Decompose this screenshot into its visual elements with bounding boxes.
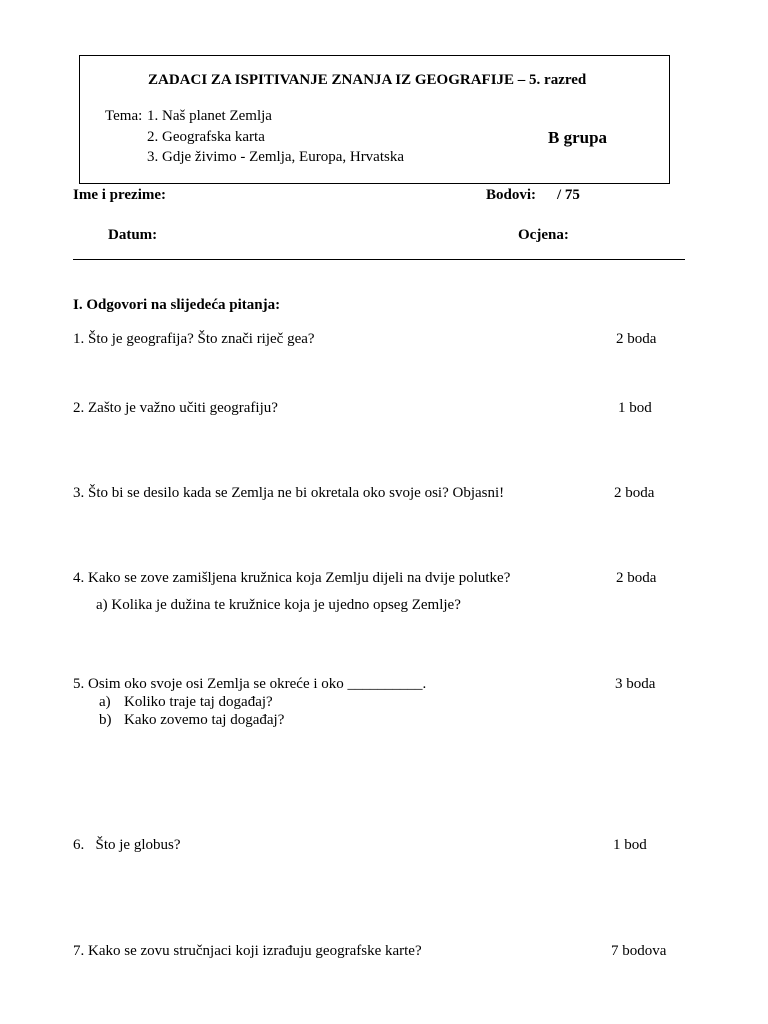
date-label: Datum: <box>108 227 158 243</box>
question-5-points: 3 boda <box>615 676 656 692</box>
question-5b-marker: b) <box>99 712 112 728</box>
section-title: I. Odgovori na slijedeća pitanja: <box>73 297 281 313</box>
worksheet-title: ZADACI ZA ISPITIVANJE ZNANJA IZ GEOGRAFIJE – 5. razred <box>148 72 587 88</box>
question-1-points: 2 boda <box>616 331 657 347</box>
divider-line <box>73 259 685 260</box>
points-label: Bodovi: <box>486 187 537 203</box>
question-2: 2. Zašto je važno učiti geografiju? <box>73 400 278 416</box>
points-total: / 75 <box>557 187 580 203</box>
question-3: 3. Što bi se desilo kada se Zemlja ne bi okretala oko svoje osi? Objasni! <box>73 485 505 501</box>
question-4-points: 2 boda <box>616 570 657 586</box>
group-label: B grupa <box>548 128 608 147</box>
question-4: 4. Kako se zove zamišljena kružnica koja Zemlju dijeli na dvije polutke? <box>73 570 511 586</box>
question-5: 5. Osim oko svoje osi Zemlja se okreće i oko __________. <box>73 676 427 692</box>
grade-label: Ocjena: <box>518 227 569 243</box>
question-7: 7. Kako se zovu stručnjaci koji izrađuju geografske karte? <box>73 943 422 959</box>
question-7-points: 7 bodova <box>611 943 667 959</box>
question-6-points: 1 bod <box>613 837 647 853</box>
question-2-points: 1 bod <box>618 400 652 416</box>
question-6: 6. Što je globus? <box>73 837 181 853</box>
question-5a-marker: a) <box>99 694 111 710</box>
question-5b: Kako zovemo taj događaj? <box>124 712 285 728</box>
topic-2: 2. Geografska karta <box>147 129 265 145</box>
question-1: 1. Što je geografija? Što znači riječ gea? <box>73 331 315 347</box>
question-5a: Koliko traje taj događaj? <box>124 694 273 710</box>
question-4a: a) Kolika je dužina te kružnice koja je ujedno opseg Zemlje? <box>96 597 461 613</box>
topic-1: 1. Naš planet Zemlja <box>147 108 272 124</box>
name-label: Ime i prezime: <box>73 187 167 203</box>
question-3-points: 2 boda <box>614 485 655 501</box>
topic-3: 3. Gdje živimo - Zemlja, Europa, Hrvatska <box>147 149 405 165</box>
topic-label: Tema: <box>105 108 143 124</box>
